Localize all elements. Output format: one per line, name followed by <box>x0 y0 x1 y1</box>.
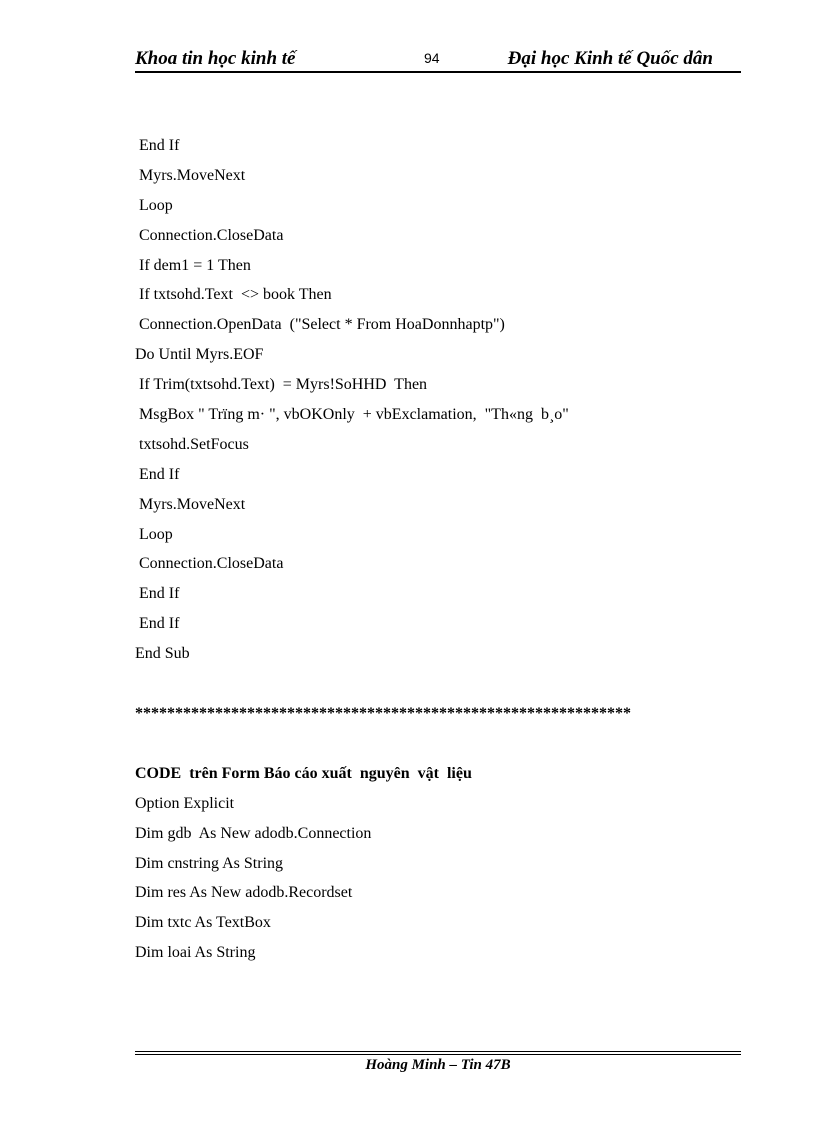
code-line: End If <box>135 615 180 633</box>
header-university: Đại học Kinh tế Quốc dân <box>507 48 713 69</box>
code-line: txtsohd.SetFocus <box>135 435 249 453</box>
code-line: Dim res As New adodb.Recordset <box>135 884 353 902</box>
code-line: End Sub <box>135 645 190 663</box>
code-line: Loop <box>135 196 173 214</box>
code-line: If txtsohd.Text <> book Then <box>135 286 332 304</box>
blank-line <box>135 669 741 699</box>
code-line: Myrs.MoveNext <box>135 166 246 184</box>
code-line: Do Until Myrs.EOF <box>135 346 264 364</box>
code-line: Myrs.MoveNext <box>135 495 246 513</box>
code-line: Loop <box>135 525 173 543</box>
header-faculty: Khoa tin học kinh tế <box>135 48 296 69</box>
code-line: Option Explicit <box>135 794 235 812</box>
code-line: Dim gdb As New adodb.Connection <box>135 824 372 842</box>
code-line: Dim loai As String <box>135 944 256 962</box>
code-line: Connection.CloseData <box>135 226 284 244</box>
page-number: 94 <box>424 50 440 66</box>
footer-rule <box>135 1054 741 1055</box>
section-title: CODE trên Form Báo cáo xuất nguyên vật liệu <box>135 764 472 782</box>
header-rule <box>135 71 741 73</box>
code-line: End If <box>135 585 180 603</box>
code-line: End If <box>135 465 180 483</box>
blank-line <box>135 729 741 759</box>
page-header <box>135 48 741 72</box>
code-line: Dim txtc As TextBox <box>135 914 271 932</box>
code-line: MsgBox " Trïng m· ", vbOKOnly + vbExclamation, "Th«ng b¸o" <box>135 406 569 424</box>
separator-line: ************************************************************** <box>135 705 631 723</box>
footer-rule <box>135 1051 741 1052</box>
code-line: End If <box>135 137 180 154</box>
code-line: Dim cnstring As String <box>135 854 284 872</box>
code-line: Connection.CloseData <box>135 555 284 573</box>
footer-author: Hoàng Minh – Tin 47B <box>365 1057 511 1073</box>
document-body <box>135 131 741 968</box>
code-line: If Trim(txtsohd.Text) = Myrs!SoHHD Then <box>135 376 428 394</box>
code-line: Connection.OpenData ("Select * From HoaDonnhaptp") <box>135 316 505 334</box>
code-line: If dem1 = 1 Then <box>135 256 251 274</box>
